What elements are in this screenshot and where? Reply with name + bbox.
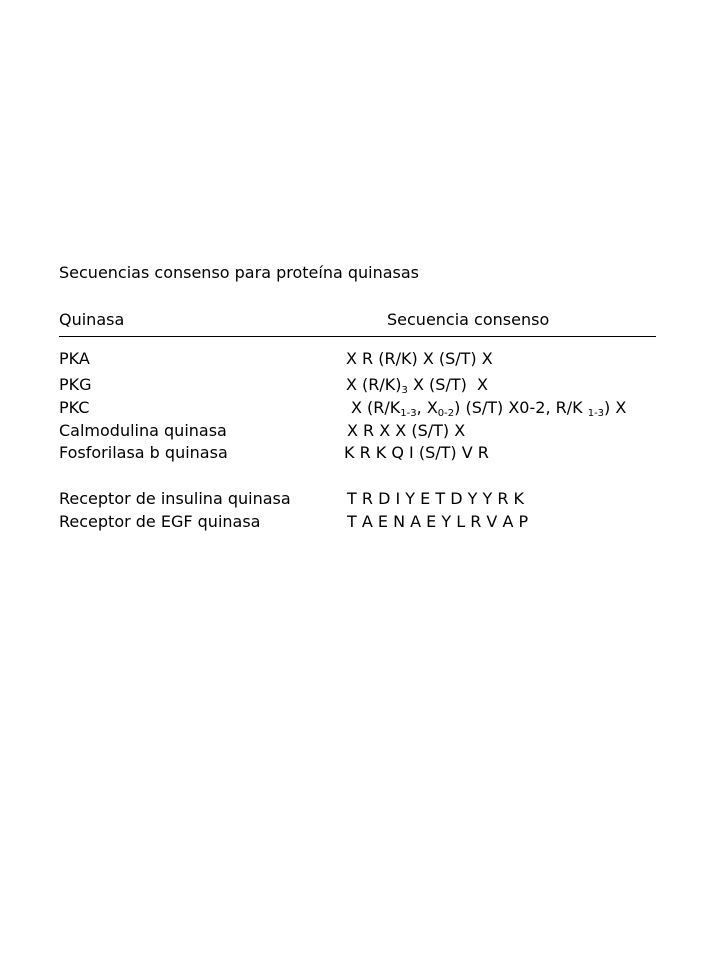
kinase-name-pkg: PKG [59,375,92,394]
kinase-name-receptor-insulina: Receptor de insulina quinasa [59,489,291,508]
kinase-name-fosforilasa: Fosforilasa b quinasa [59,443,228,462]
kinase-name-calmodulina: Calmodulina quinasa [59,421,227,440]
kinase-name-pkc: PKC [59,398,90,417]
sequence-fosforilasa: K R K Q I (S/T) V R [344,443,489,462]
sequence-receptor-insulina: T R D I Y E T D Y Y R K [347,489,525,508]
sequence-pkg: X $(R/K)_3$ X (S/T) X [346,375,488,396]
sequence-pkc: X ($R/K_{1-3}$, $X_{0-2}$) (S/T) X0-2, R/K $_{1-3}$) X [351,398,627,419]
column-header-kinase: Quinasa [59,310,125,329]
sequence-receptor-egf: T A E N A E Y L R V A P [347,512,529,531]
column-header-sequence: Secuencia consenso [387,310,550,329]
header-divider [59,336,656,337]
sequence-pka: X R (R/K) X (S/T) X [346,349,493,368]
kinase-name-pka: PKA [59,349,90,368]
sequence-calmodulina: X R X X (S/T) X [347,421,466,440]
page-title: Secuencias consenso para proteína quinasas [59,263,420,282]
kinase-name-receptor-egf: Receptor de EGF quinasa [59,512,261,531]
